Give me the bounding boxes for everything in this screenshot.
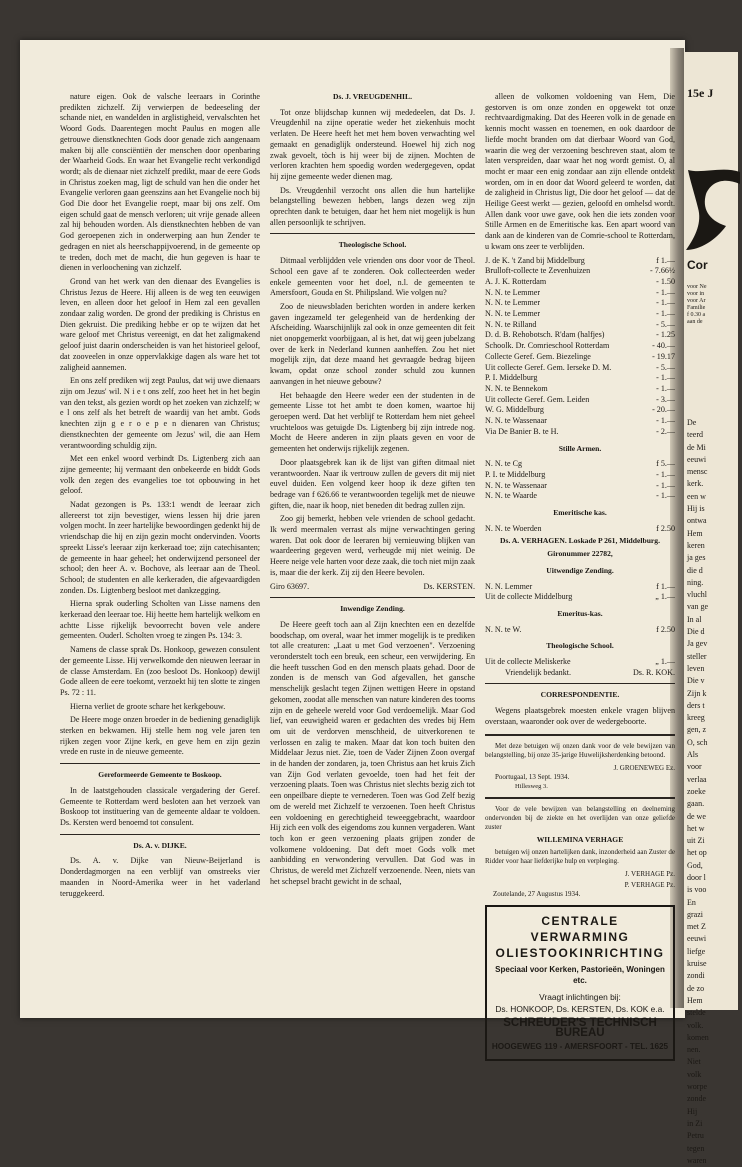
paragraph: nature eigen. Ook de valsche leeraars in Corinthe predikten zichzelf. Zij verwierpen de bedeeseling der schande niet, en wandelden in arglistigheid, vervalschten het Woord Gods. Daarentegen mocht Paulus en mogen alle getrouwe dienstknechten Gods door genade zich aangenaam maken bij alle consciëntiën der menschen door openbaring der Waarheid Gods. En waar het Evangelie recht verkondigd wordt; als de dienaar niet zichzelf predikt, maar de eere Gods in Christus zoeken mag, ligt de schuld van hen die onder het Evangelie verloren gaan geenszins aan het Evangelie noch bij God Die door het Evangelie roept, maar bij ons zelf. Om eigen schuld gaat de mensch verloren; uit vrije genade alleen zal hij behouden worden. Als dienstknechten hebben de van God geroepenen zich in onderwerping aan hun Zender te gedragen en niet als heerschappijvoerend, in de gemeente op te treden, doch met de macht, die hun gegeven is haar te dienen in verloochening van zichzelf. [60,92,261,273]
paragraph: Zoo de nieuwsbladen berichten worden in andere kerken gaven ingezameld ter gelegenheid van de herdenking der Afscheiding. Waarschijnlijk zal ook in onze gemeenten dit feit niet onopgemerkt voorbijgaan, al is het, dat wij geen jubelzang over de kerk in Nederland kunnen aanheffen. Zou het niet mogelijk zijn, dat deze maand het gevraagde bedrag bijeen kwam, opdat onze school zonder schuld zou kunnen aanvangen in het nieuwe gebouw? [270,301,475,386]
gift-list-uitwendig [485,582,675,603]
gift-donor: Uit de collecte Middelburg [485,592,573,602]
text-fragment: liefge [687,946,706,956]
text-fragment: God, [687,860,703,870]
gift-donor: Brulloft-collecte te Zevenhuizen [485,266,591,276]
correspondentie-text: Wegens plaatsgebrek moesten enkele vragen blijven overstaan, waaronder ook over de wedergeboorte. [485,706,675,726]
gift-row [485,277,675,288]
text-fragment: Niet [687,1057,701,1067]
text-fragment: door l [687,872,706,882]
paragraph: En ons zelf prediken wij zegt Paulus, dat wij uwe dienaars zijn om Jezus' wil. N i e t ons zelf, zoo heet het in het begin van den tekst, als gezien wordt op het zoeken van zichzelf; w e l ons zelf als het betreft de waardij van het ambt. Gods knechten zijn g e r o e p e n dienaren van Christus; dienstknechten der gemeente om Jezus' wil, die aan Hem verantwoording schuldig zijn. [60,376,260,450]
gift-donor: P. I. Middelburg [485,373,538,383]
gift-donor: Uit collecte Geref. Gem. Leiden [485,394,590,404]
paragraph: Ds. Vreugdenhil verzocht ons allen die hun hartelijke belangstelling bewezen hebben, langs dezen weg zijn oprechten dank te betuigen, daar het hem niet mogelijk is hun allen persoonlijk te schrijven. [270,185,475,227]
gift-amount: - 1.— [656,480,675,490]
gift-donor: N. N. te W. [485,624,522,634]
text-fragment: nen. [687,1045,701,1055]
gift-amount: f 1.— [656,581,675,591]
giro-number: Giro 63697. [270,581,310,591]
text-fragment: ning. [687,577,704,587]
next-page-text-fragment [687,417,737,1167]
text-fragment: eeuwi [687,454,707,464]
ad-company: SCHREUDER'S TECHNISCH BUREAU [503,1016,657,1040]
notice-place: Poortugaal, 13 Sept. 1934. [495,773,570,782]
giro-verhagen: Gironummer 22782, [547,549,613,559]
gift-row [485,256,675,267]
paragraph: Ditmaal verblijdden vele vrienden ons door voor de Theol. School een gave af te zonderen. Ook collecteerden weder enkele gemeenten voor het doel, n.l. de gemeenten te Amersfoort, Gouda en St. Philipsland. Wie volgen nu? [270,256,475,298]
gift-amount: f 2.50 [656,624,675,634]
zending-article [270,620,475,888]
paragraph: Grond van het werk van den dienaar des Evangelies is Christus Jezus de Heere. Hij alleen is de weg ten eeuwigen leven, en alleen door het geloof in Hem zal een gevallen zondaar zalig worden. De grond der prediking is Christus en Dien gekruist. Die prediking hebbe er op te wijzen dat het ware geloof met Christus vereenigt, en dat het zaligmakend geloof juist daarin onderscheiden is van het historieel geloof, dat zooveelen in onze oppervlakkige dagen als ware het tot zaligheid aannemen. [60,276,260,372]
gift-donor: N. N. te Wassenaar [485,480,547,490]
text-fragment: Hij is [687,504,705,514]
ad-title-1: CENTRALE VERWARMING [530,914,630,945]
text-fragment: f 0.30 a [687,312,706,318]
text-fragment: In al [687,614,702,624]
paragraph: Hierna verliet de groote schare het kerkgebouw. [70,701,226,711]
gift-amount: f 1.— [656,255,675,265]
gift-donor: N. N. te Lemmer [485,309,541,319]
paragraph: Het behaagde den Heere weder een der studenten in de gemeente Lisse tot het ambt te doen komen, waartoe hij geroepen werd. Dat het verblijf te Rotterdam hem niet geheel vruchteloos was getuigde Ds. Ligtenberg bij zijn intrede nog. Mocht de Heere anderen in zijn plaats geven en voor de gemeenten het onderwijs rijkelijk zegenen. [270,390,475,454]
text-fragment: grazi [687,909,703,919]
heading-emeritische-kas: Emeritische kas. [553,508,607,518]
gift-donor: N. N. te Woerden [485,523,542,533]
gift-row [485,459,675,470]
gift-row [485,481,675,492]
text-fragment: die d [687,565,703,575]
masthead-text-fragment: Cor [687,258,708,272]
paragraph: Namens de classe sprak Ds. Honkoop, gewezen consulent der gemeente Lisse. Hij verwelkomde den nieuwen leeraar in de classe Amsterdam. En (zoo besloot Ds. Honkoop) dewijl Gode alleen de eere toekomt, verzoekt hij ten slotte te zingen Ps. 72 : 11. [60,645,260,697]
gift-row [485,524,675,535]
text-fragment: volk. [687,1020,704,1030]
heading-dijke: Ds. A. v. DIJKE. [133,840,187,850]
ad-title-2: OLIESTOOKINRICHTING [495,946,665,961]
gift-row [485,330,675,341]
gift-amount: „ 1.— [655,657,675,667]
text-fragment: van ge [687,602,709,612]
gift-donor: W. G. Middelburg [485,405,544,415]
gift-amount: - 1.— [656,469,675,479]
gift-amount: - 3.— [656,394,675,404]
divider [485,683,675,684]
text-fragment: waren [687,1155,707,1165]
ad-subtitle: Speciaal voor Kerken, Pastorieën, Woningen etc. [495,965,665,986]
gift-amount: - 1.— [656,298,675,308]
paragraph: Met een enkel woord verbindt Ds. Ligtenberg zich aan zijne gemeente; hij vermaant den onbekeerde en biddt Gods volk den zegen des evangelies toe tot opbouwing in het geloof. [60,454,260,496]
gift-amount: „ 1.— [655,592,675,602]
next-page-edition: 15e J [687,86,714,100]
zending-continuation: alleen de volkomen voldoening van Hem, Die gestorven is om onze zonden en opgewekt tot onze rechtvaardigmaking. Dat des Heeren volk in de genade en kennis mocht wassen en toenemen, en ook daardoor de liefde mocht branden om dat dierbaar Woord van God, waarin die weg der verzoening beschreven staat, alom te laten verspreiden, daar waar het nog wordt gemist. O, al mocht er maar een enig zondaar aan zijn ellende ontdekt worden, om in en door dat Woord geleerd te worden, dat de zaligheid in Christus ligt, Die door het geloof — dat de Heilige Geest werkt — gezien, geloofd en omhelsd wordt. Allen dank voor uwe gave, ook hen die iets zonden voor Stille Armen en de Emeritische kas. Een apart woord van dank aan de kinderen van de Comrie-school te Rotterdam, u kwam ons zeer te verblijden. [485,92,675,251]
text-fragment: vluchl [687,590,707,600]
gift-amount: - 40.— [652,341,675,351]
gift-row [485,363,675,374]
gift-row [485,491,675,502]
gift-amount: f 2.50 [656,523,675,533]
text-fragment: leven [687,663,705,673]
text-fragment: het op [687,848,707,858]
text-fragment: voor in [687,291,705,297]
text-fragment: uit Zi [687,836,705,846]
gift-donor: A. J. K. Rotterdam [485,276,547,286]
divider [270,597,475,598]
text-fragment: in Zi [687,1118,703,1128]
divider [60,834,260,835]
gift-donor: N. N. te Lemmer [485,298,541,308]
gift-donor: J. de K. 't Zand bij Middelburg [485,255,585,265]
notice-verhage: Voor de vele bewijzen van belangstelling en deelneming ondervonden bij de ziekte en het overlijden van onze geliefde zuster [485,805,675,832]
masthead-logo-fragment [682,164,742,256]
gift-donor: D. d. B. Rehobotsch. R'dam (halfjes) [485,330,605,340]
gift-row [485,309,675,320]
text-fragment: De [687,418,697,427]
text-fragment: ja ges [687,553,706,563]
gift-amount: - 2.— [656,426,675,436]
gift-row [485,405,675,416]
divider [60,763,260,764]
ad-info: Vraagt inlichtingen bij: [539,991,621,1002]
text-fragment: stelde [687,1008,706,1018]
text-fragment: is voo [687,885,707,895]
text-fragment: verlaa [687,774,707,784]
gift-amount: - 5.— [656,362,675,372]
text-fragment: Als [687,750,699,760]
text-fragment: steller [687,651,707,661]
gift-donor: N. N. te Waarde [485,491,538,501]
gift-donor: Schoolk. Dr. Comrieschool Rotterdam [485,341,610,351]
text-fragment: zonde [687,1094,707,1104]
gift-amount: - 1.— [656,373,675,383]
text-fragment: het w [687,823,705,833]
text-fragment: Familie [687,305,706,311]
gift-list-emeritus-2 [485,625,675,636]
gift-amount: - 1.— [656,309,675,319]
gift-donor: N. N. te Cg [485,459,523,469]
text-fragment: tegen [687,1143,705,1153]
gift-row [485,384,675,395]
gift-donor: P. I. te Middelburg [485,469,546,479]
text-fragment: Die v [687,676,705,686]
gift-list-school [485,657,675,668]
ad-contacts: Ds. HONKOOP, Ds. KERSTEN, Ds. KOK e.a. [495,1003,665,1014]
gift-row [485,395,675,406]
gift-row [485,266,675,277]
text-fragment: Zijn k [687,688,707,698]
thanks-text: Vriendelijk bedankt. [505,667,572,677]
gift-row [485,470,675,481]
notice-groeneweg: Met deze betuigen wij onzen dank voor de vele bewijzen van belangstelling, bij onze 35-jarige Huwelijksherdenking betoond. [485,741,675,759]
text-fragment: de Mi [687,442,706,452]
signature-kok: Ds. R. KOK. [632,667,675,677]
text-fragment: zondi [687,971,705,981]
heading-inwendige-zending: Inwendige Zending. [340,604,405,614]
text-fragment: En [687,897,696,907]
paragraph: Nadat gezongen is Ps. 133:1 wendt de leeraar zich allereerst tot zijn bevestiger, wiens lessen hij drie jaren volgen mocht. In zeer hartelijke bewoordingen gedenkt hij de vriendschap die hij en zijn gezin mocht ondervinden. Voorts spreekt Lisse's leeraar zijn kerkeraad toe; zijn catechisanten; de gemeente in haar geheel; het onderwijzend personeel der school; den heer A. v. Bochove, als leeraar aan de Theol. School; de studenten en alle kerkeraden, die afgevaardigden zonden. Ds. Ligtenberg besloot met dankzegging. [60,500,260,595]
text-fragment: komen [687,1032,709,1042]
text-fragment: de we [687,811,706,821]
text-fragment: O, sch [687,737,708,747]
text-fragment: worpe [687,1082,707,1092]
text-fragment: ontwa [687,516,707,526]
gift-row [485,625,675,636]
heading-boskoop: Gereformeerde Gemeente te Boskoop. [98,770,222,780]
gift-row [485,341,675,352]
text-fragment: eeuwi [687,934,707,944]
gift-list-armen [485,459,675,502]
heading-theologische-school: Theologische School. [338,240,407,250]
gift-donor: Collecte Geref. Gem. Biezelinge [485,351,591,361]
boskoop-article: In de laatstgehouden classicale vergadering der Geref. Gemeente te Rotterdam werd besloten aan het verzoek van Boskoop tot instituering van de gemeente aldaar te voldoen. Ds. Kersten werd benoemd tot consulent. [60,785,260,827]
gift-row [485,288,675,299]
gift-amount: - 1.25 [656,330,675,340]
gift-donor: Uit collecte Geref. Gem. Ierseke D. M. [485,362,612,372]
gift-list-emeritus [485,524,675,535]
gift-row [485,427,675,438]
text-fragment: voor [687,762,702,772]
signature-j-verhage: J. VERHAGE Pz. [624,869,675,878]
notice-verhage-thanks: betuigen wij onzen hartelijken dank, inzonderheid aan Zuster de Ridder voor haar liefderijke hulp en verpleging. [485,847,675,865]
gift-row [485,373,675,384]
paragraph: Tot onze blijdschap kunnen wij mededeelen, dat Ds. J. Vreugdenhil na zijne operatie weder het ziekenhuis mocht verlaten. De Heere heeft het met hem boven verwachting wel gemaakt en genadiglijk ondersteund. Hoewel hij zich nog zwak gevoelt, tòch is hij weer bij de zijnen. Mochten de verloren krachten hem spoedig worden wedergegeven, opdat hij zijne gemeente weder dienen mag. [270,107,475,181]
gift-donor: N. N. te Bennekom [485,383,548,393]
heading-emeritus-kas: Emeritus-kas. [557,608,603,618]
gift-donor: N. N. te Wassenaar [485,416,547,426]
gift-row [485,592,675,603]
gift-donor: N. N. Lemmer [485,581,533,591]
gift-donor: Uit de collecte Meliskerke [485,657,571,667]
text-fragment: Hij [687,1106,698,1116]
gift-amount: - 7.66½ [650,266,675,276]
divider [485,797,675,799]
gift-amount: - 19.17 [652,351,675,361]
text-fragment: keren [687,540,705,550]
signature-p-verhage: P. VERHAGE Pz. [624,880,675,889]
paragraph: Zoo gij bemerkt, hebben vele vrienden de school gedacht. Ik werd meermalen verrast als mijne verwachtingen gering waren. Dat ook door de leeraren bij vernieuwing blijken van waardeering gegeven werd, verheugde mij niet weinig. De Heere neige vele harten voor deze zaak, die toch niet mijn zaak is, maar die der kerk. Zij zij den Heere bevolen. [270,514,475,577]
text-fragment: mensc [687,467,708,477]
gift-amount: - 1.— [656,416,675,426]
signature-line [485,668,675,679]
heading-theologische-school-2: Theologische School. [546,641,614,651]
heading-correspondentie: CORRESPONDENTIE. [540,690,620,700]
text-fragment: kruise [687,959,707,969]
gift-amount: - 20.— [652,405,675,415]
signature-verhagen: Ds. A. VERHAGEN. Loskade P 261, Middelburg. [500,536,660,546]
vreugdenhil-article [270,108,475,229]
gift-amount: - 1.— [656,383,675,393]
gift-row [485,582,675,593]
notice-address: Hillesweg 3. [515,783,548,791]
text-fragment: gen, z [687,725,707,735]
paragraph: Door plaatsgebrek kan ik de lijst van giften ditmaal niet verantwoorden. Naar ik vertrouw zullen de gevers dit mij niet euvel duiden. Een volgend keer hoop ik deze giften ten bedrage van f 626.66 te verantwoorden tegelijk met de nieuwe giften, die, naar ik hoop, niet beneden dit bedrag zullen zijn. [270,457,475,510]
text-fragment: gaan. [687,799,705,809]
gift-list [485,256,675,438]
text-fragment: Die d [687,627,705,637]
gift-amount: f 5.— [656,459,675,469]
gift-donor: N. N. te Lemmer [485,287,541,297]
gift-row [485,298,675,309]
signature-kersten: Ds. KERSTEN. [423,581,475,591]
text-fragment: kerk. [687,479,704,489]
text-fragment: teerd [687,430,703,440]
text-fragment: met Z [687,922,706,932]
text-fragment: volk [687,1069,702,1079]
text-fragment: de zo [687,983,705,993]
gift-row [485,320,675,331]
text-fragment: Hem [687,528,703,538]
notice-place-2: Zoutelande, 27 Augustus 1934. [493,890,581,899]
gift-amount: - 5.— [656,319,675,329]
text-fragment: aan de [687,319,703,325]
gift-donor: Via De Banier B. te H. [485,426,559,436]
gift-amount: - 1.50 [656,276,675,286]
signature-line [270,582,475,593]
column-2 [270,92,475,891]
column-1 [60,92,260,902]
divider [485,734,675,736]
gift-amount: - 1.— [656,491,675,501]
next-page-edge [684,52,738,1165]
text-fragment: zoeke [687,786,706,796]
text-fragment: Ja gev [687,639,708,649]
column-3 [485,92,675,1061]
dijke-article: Ds. A. v. Dijke van Nieuw-Beijerland is Donderdagmorgen na een verblijf van omstreeks vier maanden in Noord-Amerika weer in het vaderland teruggekeerd. [60,856,260,898]
sermon-report [60,92,260,758]
gift-donor: N. N. te Rilland [485,319,537,329]
advertisement-box [485,905,675,1061]
gift-amount: - 1.— [656,287,675,297]
paragraph: De Heere geeft toch aan al Zijn knechten een en dezelfde boodschap, om overal, waar het immer mogelijk is te prediken tot alle creaturen: „Laat u met God verzoenen". Verzoening veronderstelt toch een breuk, een scheur, een verwijdering. En die heeft tusschen God en den mensch plaats gehad. Door de zonden is de mensch van God afgevallen, het gansche menschelijk geslacht tegen Zijnen wettigen Heere in opstand gekomen, zoodat alle menschen van nature kinderen des toorns zijn en de geheele wereld voor God verdoemelijk. Maar God lief, van eeuwigheid waren er gedachten des vredes bij Hem om uit de verdorven menschheid, de uitverkorenen te verlossen en zalig te maken. Maar dat kon toch buiten den Middelaar Jezus niet. Zie, toen de Vader Zijnen Zoon overgaf in de handen der zondaren, ja, toen Christus aan het kruis Zich van Zijn God verlaten gevoelde, toen had het feit der verzoening plaats. Toen was Christus niet slechts bezig zich tot een onpeilbare diepte te vernederen. Toen was God Zelf bezig om de wereld met Zichzelf te verzoenen. Toen heeft Christus een voldoening en gerechtigheid teweeggebracht, waardoor Hij zich een volk des eigendoms zou kunnen vergaderen. Want toch kon er geen verzoening plaats grijpen zonder de volkomene voldoening. Dat deft moet Gods volk met aanbidding en verwondering vervullen. Dat God was in Christus, de wereld met Zichzelf verzoenende. Neen, niets van het schepsel bracht gewicht in de schaal, [270,619,475,886]
deceased-name: WILLEMINA VERHAGE [536,835,624,845]
text-fragment: kreeg [687,713,705,723]
text-fragment: Hem [687,995,703,1005]
signature-groeneweg: J. GROENEWEG Ez. [613,763,675,772]
subscription-info-fragment [687,284,737,326]
school-article [270,256,475,578]
text-fragment: ders t [687,700,705,710]
text-fragment: Petru [687,1131,704,1141]
divider [270,233,475,234]
heading-vreugdenhil: Ds. J. VREUGDENHIL. [333,92,412,101]
gift-row [485,657,675,668]
text-fragment: een w [687,491,706,501]
gift-row [485,416,675,427]
ad-address: HOOGEWEG 119 - AMERSFOORT - TEL. 1625 [491,1042,669,1052]
heading-uitwendige-zending: Uitwendige Zending. [546,565,614,575]
text-fragment: voor Ne [687,284,707,290]
gift-row [485,352,675,363]
text-fragment: voor Ar [687,298,706,304]
paragraph: De Heere moge onzen broeder in de bediening genadiglijk sterken en bekwamen. Hij stelle hem nog vele jaren ten rijken zegen voor Zijne kerk, en geve hem en zijn gezin vrede en ruste in de nieuwe gemeente. [60,715,260,757]
paragraph: Hierna sprak ouderling Scholten van Lisse namens den kerkeraad den leeraar toe. Hij heette hem hartelijk welkom en achtte Lisse rijkelijk bevoorrecht boven vele andere gemeenten. Ouderl. Scholten vroeg te zingen Ps. 134: 3. [60,599,261,641]
heading-stille-armen: Stille Armen. [558,443,602,453]
